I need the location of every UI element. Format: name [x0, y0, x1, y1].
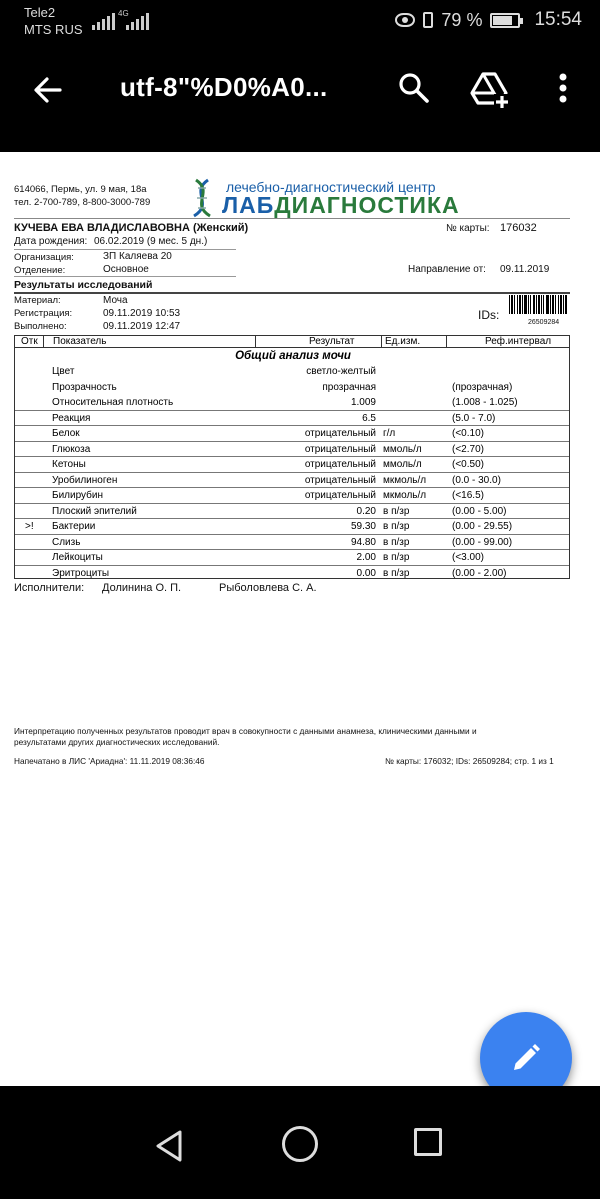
row-result: прозрачная: [322, 381, 376, 393]
row-unit: ммоль/л: [383, 459, 422, 470]
row-ref: (5.0 - 7.0): [452, 412, 496, 424]
row-name: Белок: [52, 428, 80, 439]
row-name: Реакция: [52, 412, 91, 424]
row-name: Цвет: [52, 366, 75, 377]
row-ref: (0.00 - 99.00): [452, 536, 513, 548]
material-label: Материал:: [14, 295, 61, 306]
system-nav-bar: [0, 1086, 600, 1199]
material-value: Моча: [103, 295, 128, 306]
birth-label: Дата рождения:: [14, 236, 88, 247]
nav-recents-icon[interactable]: [414, 1128, 442, 1156]
row-unit: г/л: [383, 428, 396, 439]
row-result: отрицательный: [304, 443, 376, 455]
back-arrow-icon[interactable]: [28, 70, 68, 110]
table-row: [15, 457, 569, 473]
battery-percent: 79 %: [441, 9, 483, 30]
dept-label: Отделение:: [14, 265, 66, 276]
clock: 15:54: [534, 9, 582, 30]
row-result: 0.00: [356, 567, 376, 579]
row-result: 94.80: [350, 536, 376, 548]
col-divider: [255, 336, 256, 348]
row-result: 1.009: [350, 397, 376, 408]
table-row: [15, 535, 569, 551]
barcode-image: [508, 295, 568, 321]
table-header: [15, 336, 569, 348]
row-result: отрицательный: [304, 459, 376, 470]
row-result: 59.30: [350, 521, 376, 532]
row-result: отрицательный: [304, 474, 376, 486]
app-bar: [0, 48, 600, 152]
header-divider: [14, 218, 570, 219]
row-result: 2.00: [356, 552, 376, 563]
row-name: Относительная плотность: [52, 397, 174, 408]
row-unit: в п/зр: [383, 505, 410, 517]
table-row: [15, 504, 569, 520]
birth-underline: [14, 249, 236, 250]
nav-back-icon[interactable]: [150, 1126, 190, 1166]
logo-title-part-1: ЛАБ: [222, 192, 275, 218]
table-row: [15, 395, 569, 411]
col-result-header: Результат: [309, 336, 355, 347]
table-row: [15, 442, 569, 458]
network-type-label: 4G: [118, 9, 129, 18]
col-flag-header: Отк: [21, 336, 38, 347]
card-label: № карты:: [446, 223, 490, 234]
row-unit: мкмоль/л: [383, 490, 427, 501]
table-row: [15, 550, 569, 566]
dept-value: Основное: [103, 264, 149, 275]
drive-add-icon[interactable]: [468, 68, 512, 112]
row-name: Прозрачность: [52, 381, 117, 393]
patient-name: КУЧЕВА ЕВА ВЛАДИСЛАВОВНА (Женский): [14, 222, 249, 234]
table-row: [15, 519, 569, 535]
row-unit: в п/зр: [383, 567, 410, 579]
row-ref: (0.00 - 2.00): [452, 567, 507, 579]
row-unit: в п/зр: [383, 521, 410, 532]
search-icon[interactable]: [394, 68, 434, 108]
referral-date: 09.11.2019: [500, 264, 550, 275]
logo-title: [222, 192, 460, 219]
status-bar: [0, 0, 600, 48]
org-value: ЗП Каляева 20: [103, 251, 172, 262]
table-row: [15, 364, 569, 380]
row-ref: (прозрачная): [452, 381, 513, 393]
row-ref: (0.00 - 29.55): [452, 521, 513, 532]
org-label: Организация:: [14, 252, 74, 263]
table-row: [15, 380, 569, 396]
row-name: Уробилиноген: [52, 474, 118, 486]
row-result: 0.20: [356, 505, 376, 517]
table-row: [15, 566, 569, 582]
col-divider: [381, 336, 382, 348]
row-ref: (0.00 - 5.00): [452, 505, 507, 517]
performers-label: Исполнители:: [14, 582, 85, 594]
row-result: отрицательный: [304, 490, 376, 501]
birth-value: 06.02.2019 (9 мес. 5 дн.): [94, 236, 208, 247]
edit-pencil-icon: [508, 1040, 544, 1076]
row-ref: (0.0 - 30.0): [452, 474, 501, 486]
table-row: [15, 426, 569, 442]
logo-title-part-2: ДИАГНОСТИКА: [274, 192, 460, 218]
card-number: 176032: [500, 222, 537, 234]
battery-icon: [490, 13, 520, 28]
barcode-number: 26509284: [528, 319, 560, 326]
performer-2: Рыболовлева С. А.: [219, 582, 317, 594]
col-unit-header: Ед.изм.: [385, 336, 421, 347]
table-row: [15, 411, 569, 427]
table-row: [15, 488, 569, 504]
document-title: utf-8"%D0%A0...: [120, 72, 328, 102]
document-page[interactable]: [0, 152, 600, 1086]
row-ref: (1.008 - 1.025): [452, 397, 518, 408]
row-name: Слизь: [52, 536, 81, 548]
col-ref-header: Реф.интервал: [485, 336, 552, 347]
row-result: 6.5: [362, 412, 376, 424]
row-result: светло-желтый: [306, 366, 376, 377]
row-flag: >!: [25, 521, 34, 532]
vibrate-icon: [423, 12, 433, 28]
footer-note-line-1: Интерпретацию полученных результатов проводит врач в совокупности с данными анамнеза, клиническими данными и: [14, 726, 477, 736]
printed-info: Напечатано в ЛИС 'Ариадна': 11.11.2019 08:36:46: [14, 756, 205, 766]
footer-note-line-2: результатами других диагностических исследований.: [14, 737, 220, 747]
dept-underline: [14, 276, 236, 277]
eye-comfort-icon: [395, 13, 415, 27]
row-ref: (<0.10): [452, 428, 484, 439]
section-title: Общий анализ мочи: [235, 350, 351, 362]
signal-strength-icon-2: [126, 12, 149, 30]
registration-value: 09.11.2019 10:53: [103, 308, 181, 319]
table-row: [15, 473, 569, 489]
row-unit: мкмоль/л: [383, 474, 427, 486]
results-table: [14, 335, 570, 579]
col-divider: [43, 336, 44, 348]
dna-logo-icon: [186, 178, 218, 218]
done-label: Выполнено:: [14, 321, 67, 332]
row-unit: в п/зр: [383, 552, 410, 563]
row-ref: (<16.5): [452, 490, 484, 501]
more-vert-icon[interactable]: [548, 68, 578, 108]
referral-label: Направление от:: [408, 264, 486, 275]
ids-label: IDs:: [478, 308, 500, 322]
battery-level-fill: [493, 16, 512, 25]
carrier-name-1: Tele2: [24, 5, 56, 20]
performer-1: Долинина О. П.: [102, 582, 182, 594]
row-name: Глюкоза: [52, 443, 91, 455]
logo-subtitle: лечебно-диагностический центр: [226, 179, 436, 195]
address-line-2: тел. 2-700-789, 8-800-3000-789: [14, 197, 151, 208]
row-unit: в п/зр: [383, 536, 410, 548]
footer-ids: № карты: 176032; IDs: 26509284; стр. 1 из 1: [385, 756, 554, 766]
row-name: Бактерии: [52, 521, 96, 532]
row-result: отрицательный: [304, 428, 376, 439]
row-name: Билирубин: [52, 490, 103, 501]
row-name: Кетоны: [52, 459, 86, 470]
address-line-1: 614066, Пермь, ул. 9 мая, 18а: [14, 184, 147, 195]
carrier-name-2: MTS RUS: [24, 22, 83, 37]
results-divider: [14, 292, 570, 294]
done-value: 09.11.2019 12:47: [103, 321, 181, 332]
row-ref: (<3.00): [452, 552, 484, 563]
registration-label: Регистрация:: [14, 308, 73, 319]
row-ref: (<0.50): [452, 459, 484, 470]
row-name: Эритроциты: [52, 567, 110, 579]
row-unit: ммоль/л: [383, 443, 422, 455]
col-name-header: Показатель: [53, 336, 107, 347]
row-name: Плоский эпителий: [52, 505, 137, 517]
results-heading: Результаты исследований: [14, 279, 153, 291]
col-divider: [446, 336, 447, 348]
nav-home-icon[interactable]: [282, 1126, 318, 1162]
row-name: Лейкоциты: [52, 552, 103, 563]
row-ref: (<2.70): [452, 443, 484, 455]
signal-strength-icon: [92, 12, 115, 30]
